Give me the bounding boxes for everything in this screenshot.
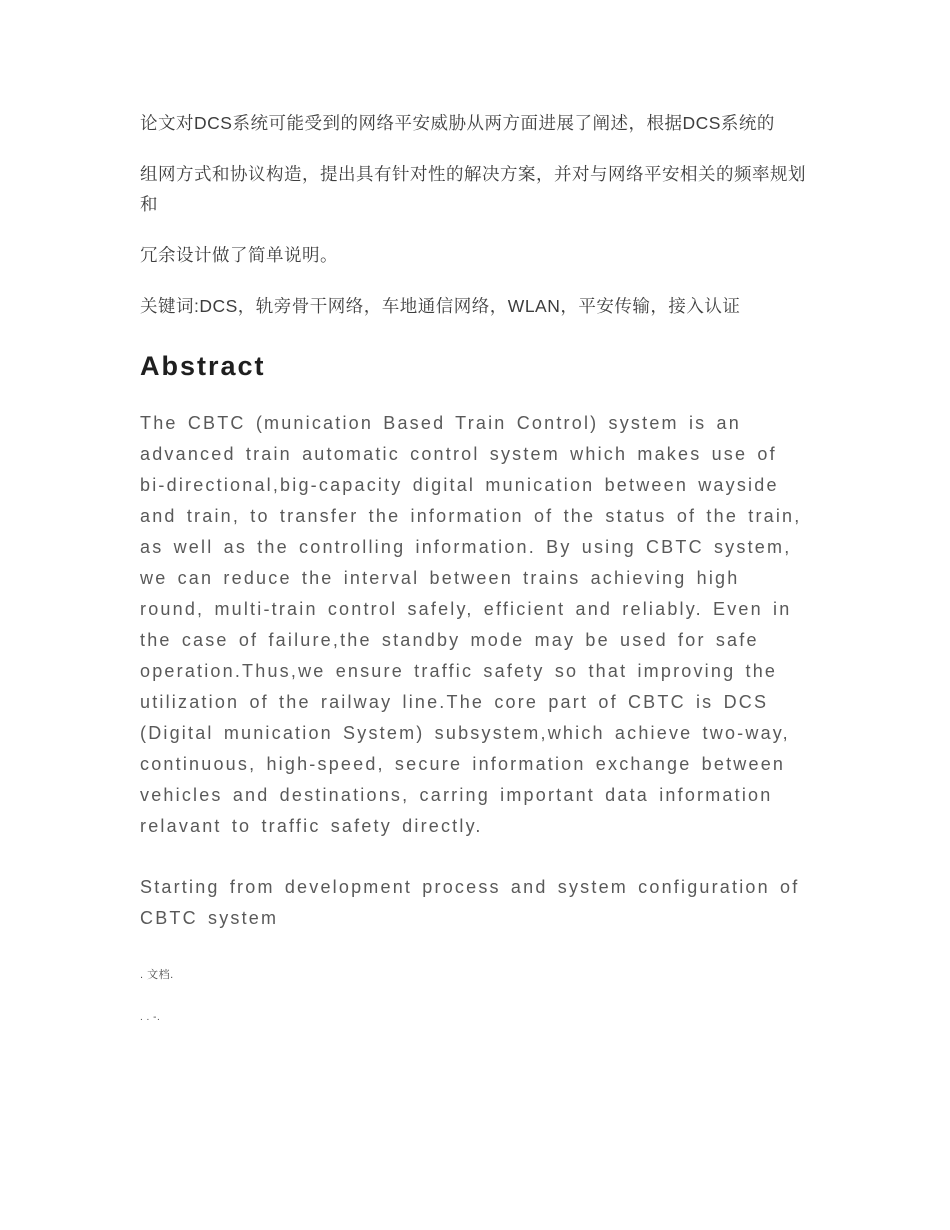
- cn-paragraph-3: 冗余设计做了简单说明。: [140, 245, 338, 265]
- cn-paragraph-2: 组网方式和协议构造，提出具有针对性的解决方案，并对与网络平安相关的频率规划和: [140, 164, 806, 214]
- keywords-paragraph: 关键词:DCS，轨旁骨干网络，车地通信网络，WLAN，平安传输，接入认证: [140, 296, 741, 316]
- abstract-heading: Abstract: [140, 351, 266, 381]
- cn-paragraph-1: 论文对DCS系统可能受到的网络平安威胁从两方面进展了阐述，根据DCS系统的: [140, 113, 775, 133]
- footer-note-1: . 文档.: [140, 969, 174, 981]
- footer-note-2: . . -.: [140, 1012, 161, 1023]
- abstract-paragraph: The CBTC (munication Based Train Control) system is an advanced train automatic control system which makes use of bi-directional,big-capacity digital munication between wayside and train, to transfer the information of the status of the train, as well as the controlling information. By using CBTC system, we can reduce the interval between trains achieving high round, multi-train control safely, efficient and reliably. Even in the case of failure,the standby mode may be used for safe operation.Thus,we ensure traffic safety so that improving the utilization of the railway line.The core part of CBTC is DCS (Digital munication System) subsystem,which achieve two-way, continuous, high-speed, secure information exchange between vehicles and destinations, carring important data information relavant to traffic safety directly.: [140, 413, 802, 836]
- closing-paragraph: Starting from development process and system configuration of CBTC system: [140, 877, 800, 928]
